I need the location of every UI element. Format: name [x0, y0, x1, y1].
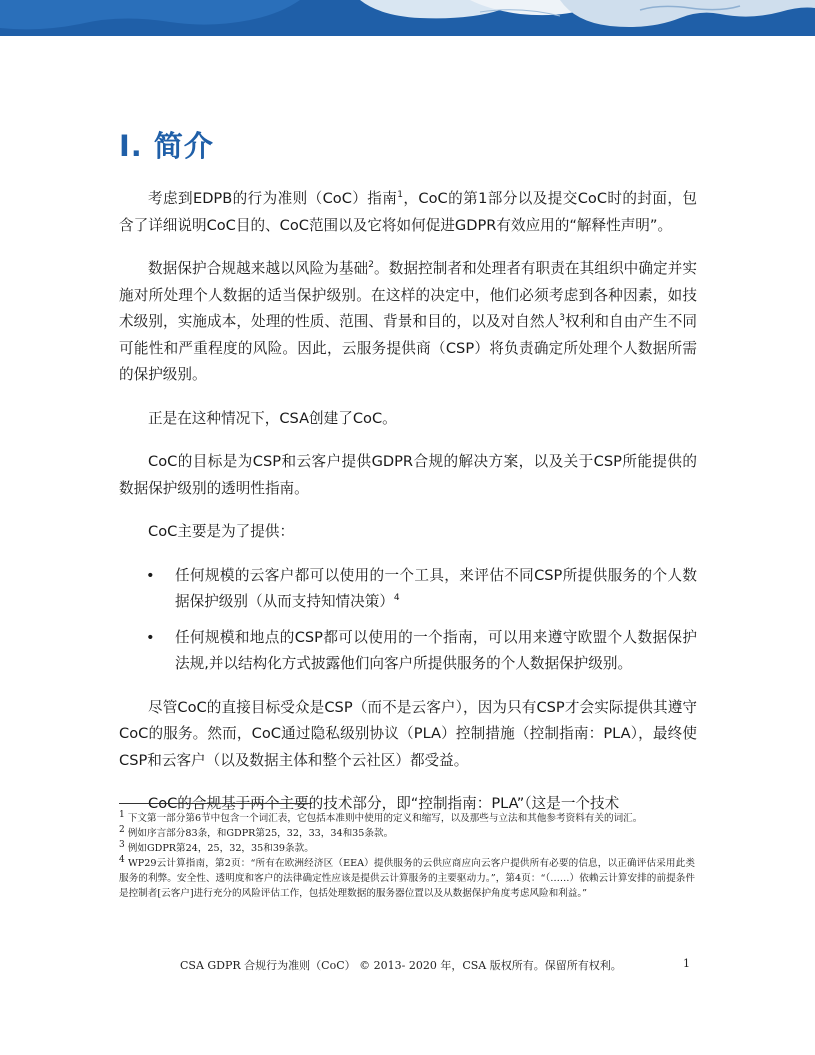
list-item: [119, 625, 697, 678]
body-content: [119, 186, 697, 835]
footnote-ref-3[interactable]: 3: [559, 313, 565, 324]
page-number: 1: [683, 957, 690, 970]
header-banner: [0, 0, 815, 36]
world-map-banner-image: [0, 0, 815, 36]
footnote-text: 例如序言部分83条，和GDPR第25，32，33，34和35条款。: [127, 828, 394, 839]
bullet-list: [119, 563, 697, 678]
footnote-ref-2[interactable]: 2: [368, 260, 374, 271]
paragraph-3: 正是在这种情况下，CSA创建了CoC。: [148, 409, 397, 427]
section-title: I. 简介: [119, 129, 214, 163]
paragraph-1: [119, 186, 697, 239]
paragraph-5: CoC主要是为了提供：: [148, 523, 295, 540]
footnote-divider: [119, 803, 312, 804]
p1-text-start: 考虑到EDPB的行为准则（CoC）指南: [148, 190, 398, 207]
bullet-2-text: 任何规模和地点的CSP都可以使用的一个指南，可以用来遵守欧盟个人数据保护法规,并以结构化方式披露他们向客户所提供服务的个人数据保护级别。: [175, 628, 697, 672]
paragraph-7: CoC的合规基于两个主要的技术部分，即“控制指南：PLA”（这是一个技术: [148, 795, 620, 812]
footnote-text: WP29云计算指南，第2页：“所有在欧洲经济区（EEA）提供服务的云供应商应向云客户提供所有必要的信息，以正确评估采用此类服务的利弊。安全性、透明度和客户的法律确定性应该是提供云计算服务的主要驱动力。”，第4页：“（……）依赖云计算安排的前提条件是控制者[云客户]进行充分的风险评估工作，包括处理数据的服务器位置以及从数据保护角度考虑风险和利益。”: [119, 858, 695, 899]
p2-text-middle: 。数据控制者和处理者有职责在其组织中确定并实施对所处理个人数据的适当保护级别。在这样的决定中，他们必须考虑到各种因素，如技术级别，实施成本，处理的性质、范围、背景和目的，以及对自然人: [119, 260, 697, 330]
footnote-text: 下文第一部分第6节中包含一个词汇表，它包括本准则中使用的定义和缩写，以及那些与立法和其他参考资料有关的词汇。: [127, 813, 643, 824]
paragraph-2: [119, 256, 697, 389]
footnote-2: [119, 826, 695, 841]
bullet-icon: •: [146, 566, 155, 584]
footnote-3: [119, 841, 695, 856]
p1-text-end: ，CoC的第1部分以及提交CoC时的封面，包含了详细说明CoC目的、CoC范围以及它将如何促进GDPR有效应用的“解释性声明”。: [119, 190, 697, 234]
bullet-icon: •: [146, 628, 155, 646]
p2-text-end: 权利和自由产生不同可能性和严重程度的风险。因此，云服务提供商（CSP）将负责确定所处理个人数据所需的保护级别。: [119, 313, 697, 383]
paragraph-6: 尽管CoC的直接目标受众是CSP（而不是云客户），因为只有CSP才会实际提供其遵守CoC的服务。然而，CoC通过隐私级别协议（PLA）控制措施（控制指南：PLA），最终使CSP和云客户（以及数据主体和整个云社区）都受益。: [119, 698, 697, 769]
footnote-number: 1: [119, 809, 125, 820]
bullet-1-text: 任何规模的云客户都可以使用的一个工具，来评估不同CSP所提供服务的个人数据保护级别（从而支持知情决策）: [175, 566, 697, 610]
footnote-ref-4[interactable]: 4: [393, 593, 400, 604]
footnote-text: 例如GDPR第24，25，32，35和39条款。: [127, 843, 314, 854]
paragraph-4: CoC的目标是为CSP和云客户提供GDPR合规的解决方案，以及关于CSP所能提供的数据保护级别的透明性指南。: [119, 453, 697, 497]
footnotes: [119, 811, 695, 901]
footnote-1: [119, 811, 695, 826]
list-item: [119, 563, 697, 616]
footnote-number: 2: [119, 824, 125, 835]
footer-copyright: CSA GDPR 合规行为准则（CoC） © 2013- 2020 年，CSA 版权所有。保留所有权利。: [180, 959, 622, 972]
footnote-number: 3: [119, 839, 125, 850]
page-footer: [180, 957, 690, 973]
footnote-number: 4: [119, 854, 125, 865]
footnote-ref-1[interactable]: 1: [397, 190, 404, 201]
p2-text-start: 数据保护合规越来越以风险为基础: [148, 260, 369, 277]
footnote-4: [119, 856, 695, 901]
